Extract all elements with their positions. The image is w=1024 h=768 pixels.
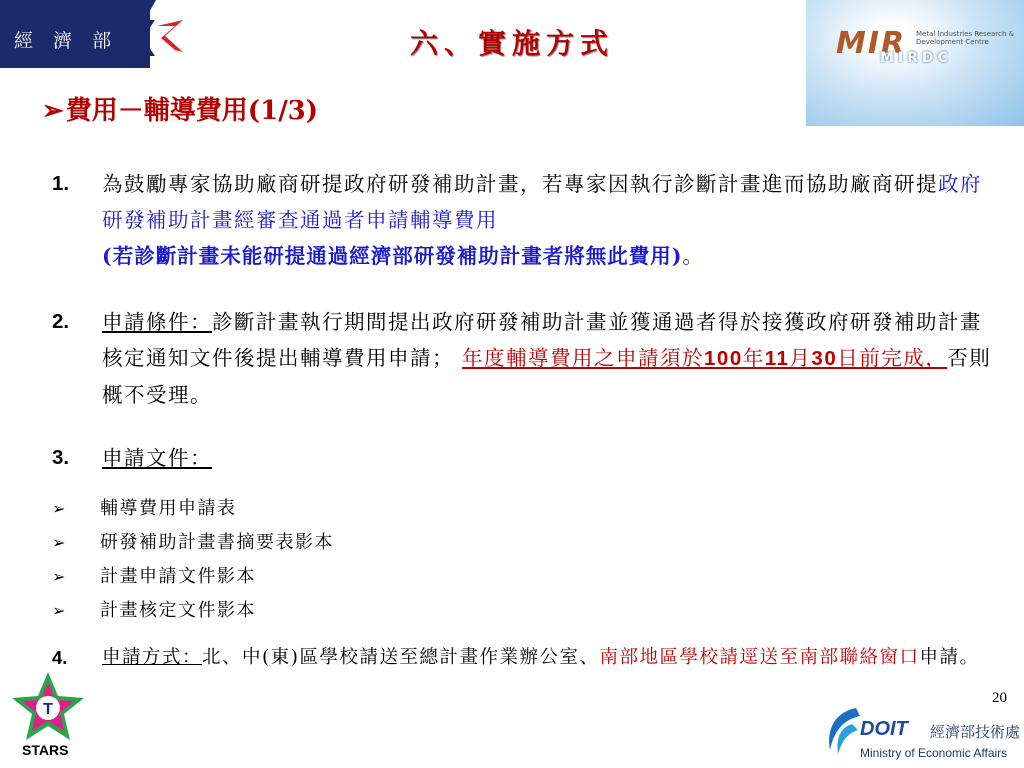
item-number: 2. [52, 310, 70, 333]
arrow-bullet-icon: ➢ [42, 96, 64, 126]
list-item-1 [52, 166, 992, 276]
item-text: 為鼓勵專家協助廠商研提政府研發補助計畫，若專家因執行診斷計畫進而協助廠商研提 [102, 172, 938, 196]
item-highlight: (若診斷計畫未能研提通過經濟部研發補助計畫者將無此費用) [102, 244, 683, 268]
list-item [52, 562, 256, 592]
list-item [52, 596, 256, 626]
stars-logo [8, 670, 94, 768]
deadline-year: 100 [704, 347, 743, 370]
section-title [42, 90, 318, 127]
mirdc-logo-text: MIRDC [880, 50, 952, 66]
page-title: 六、實施方式 [409, 27, 614, 60]
item-text: 申請。 [919, 647, 980, 668]
document-name: 輔導費用申請表 [100, 498, 237, 519]
ministry-name: 經 濟 部 [14, 30, 119, 52]
list-item-2 [52, 304, 992, 414]
stars-label: STARS [22, 742, 69, 758]
page-number: 20 [992, 690, 1007, 706]
document-name: 計畫申請文件影本 [100, 566, 256, 587]
list-item [52, 528, 334, 558]
deadline-part: 年度輔導費用之申請須於 [462, 346, 705, 370]
deadline-part: 日前完成， [837, 346, 948, 370]
svg-text:T: T [43, 701, 53, 718]
item-label: 申請文件： [102, 446, 212, 470]
document-name: 研發補助計畫書摘要表影本 [100, 532, 334, 553]
section-title-text: 費用－輔導費用(1/3) [65, 96, 319, 126]
deadline-part: 月 [789, 346, 812, 370]
list-item-3 [52, 440, 992, 476]
item-number: 4. [52, 647, 68, 668]
mirdc-logo-tagline: Metal Industries Research & Development Centre [916, 30, 1015, 46]
arrow-bullet-icon: ➢ [52, 567, 67, 586]
item-text: 否則概不受理。 [102, 346, 992, 407]
doit-logo [822, 700, 1022, 766]
item-body [102, 304, 992, 413]
item-body [102, 440, 992, 476]
deadline-text [462, 346, 947, 370]
deadline-part: 年 [742, 346, 765, 370]
arrow-bullet-icon: ➢ [52, 601, 67, 620]
item-text: 診斷計畫執行期間提出政府研發補助計畫並獲通過者得於接獲政府研發補助計畫核定通知文件後提出輔導費用申請； [102, 310, 982, 370]
doit-swoosh-icon [822, 702, 862, 762]
item-label: 申請條件： [102, 310, 212, 334]
mirdc-logo-mark: MIR [836, 26, 907, 61]
item-highlight: 南部地區學校請逕送至南部聯絡窗口 [599, 647, 920, 668]
list-item [52, 494, 237, 524]
item-text: 。 [682, 244, 705, 268]
star-icon [8, 670, 88, 744]
document-name: 計畫核定文件影本 [100, 600, 256, 621]
item-highlight: 政府研發補助計畫經審查通過者申請輔導費用 [102, 172, 982, 232]
doit-name-en: Ministry of Economic Affairs [860, 746, 1008, 760]
item-text: 北、中(東)區學校請送至總計畫作業辦公室、 [202, 647, 600, 668]
arrow-bullet-icon: ➢ [52, 499, 67, 518]
deadline-day: 30 [811, 347, 838, 370]
arrow-bullet-icon: ➢ [52, 533, 67, 552]
item-body [102, 642, 992, 674]
item-number: 1. [52, 172, 70, 195]
mirdc-logo [806, 0, 1024, 126]
doit-brand: DOIT [860, 718, 908, 740]
deadline-month: 11 [764, 347, 790, 370]
item-label: 申請方式： [102, 647, 203, 668]
doit-name-cn: 經濟部技術處 [930, 723, 1021, 741]
item-number: 3. [52, 446, 70, 469]
item-body [102, 166, 992, 274]
